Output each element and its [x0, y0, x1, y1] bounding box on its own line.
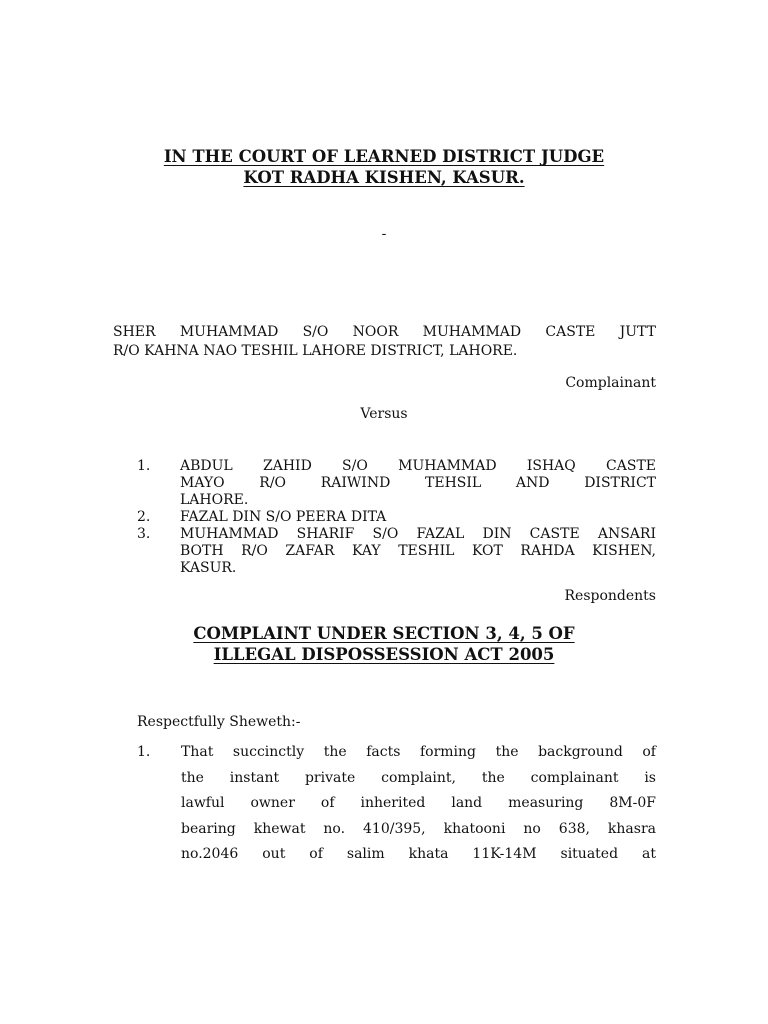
- versus-label: Versus: [360, 406, 408, 422]
- respondent-number: 3.: [137, 526, 151, 542]
- complainant-line1: SHER MUHAMMAD S/O NOOR MUHAMMAD CASTE JUTT: [113, 324, 656, 340]
- complaint-heading-line1: COMPLAINT UNDER SECTION 3, 4, 5 OF: [193, 624, 575, 643]
- respondent-list: [137, 458, 656, 577]
- court-heading-line2: KOT RADHA KISHEN, KASUR.: [243, 168, 525, 187]
- paragraph-line: lawful owner of inherited land measuring 8M-0F: [181, 795, 656, 811]
- respondent-number: 1.: [137, 458, 151, 474]
- court-heading: [0, 146, 768, 188]
- paragraph-line: the instant private complaint, the complainant is: [181, 769, 656, 786]
- paragraph-number: 1.: [137, 744, 151, 760]
- respondent-line: KASUR.: [180, 560, 237, 576]
- complaint-heading-line2: ILLEGAL DISPOSSESSION ACT 2005: [213, 645, 555, 664]
- complainant-role-label: Complainant: [565, 375, 656, 391]
- paragraph-body: [181, 740, 656, 868]
- respondent-line: MAYO R/O RAIWIND TEHSIL AND DISTRICT: [180, 475, 656, 491]
- paragraph-line: That succinctly the facts forming the background of: [181, 744, 656, 760]
- respondents-role-label: Respondents: [564, 588, 656, 604]
- respondent-item: [137, 509, 656, 526]
- respondent-line: LAHORE.: [180, 492, 249, 508]
- respondent-item: [137, 526, 656, 577]
- court-heading-line1: IN THE COURT OF LEARNED DISTRICT JUDGE: [163, 147, 605, 166]
- respondent-item: [137, 458, 656, 509]
- respondent-line: ABDUL ZAHID S/O MUHAMMAD ISHAQ CASTE: [180, 458, 656, 474]
- respondent-number: 2.: [137, 509, 151, 525]
- complaint-heading: [0, 623, 768, 665]
- paragraph-line: bearing khewat no. 410/395, khatooni no 638, khasra: [181, 820, 656, 837]
- respondent-line: BOTH R/O ZAFAR KAY TESHIL KOT RAHDA KISHEN,: [180, 543, 656, 559]
- complainant-line2: R/O KAHNA NAO TESHIL LAHORE DISTRICT, LAHORE.: [113, 343, 518, 359]
- sheweth-label: Respectfully Sheweth:-: [137, 714, 301, 730]
- paragraph-line: no.2046 out of salim khata 11K-14M situated at: [181, 846, 656, 862]
- respondent-line: MUHAMMAD SHARIF S/O FAZAL DIN CASTE ANSARI: [180, 526, 656, 542]
- complainant-description: [113, 323, 656, 361]
- separator-dash: -: [381, 226, 387, 242]
- respondent-line: FAZAL DIN S/O PEERA DITA: [180, 509, 387, 525]
- paragraph-1: [137, 740, 656, 868]
